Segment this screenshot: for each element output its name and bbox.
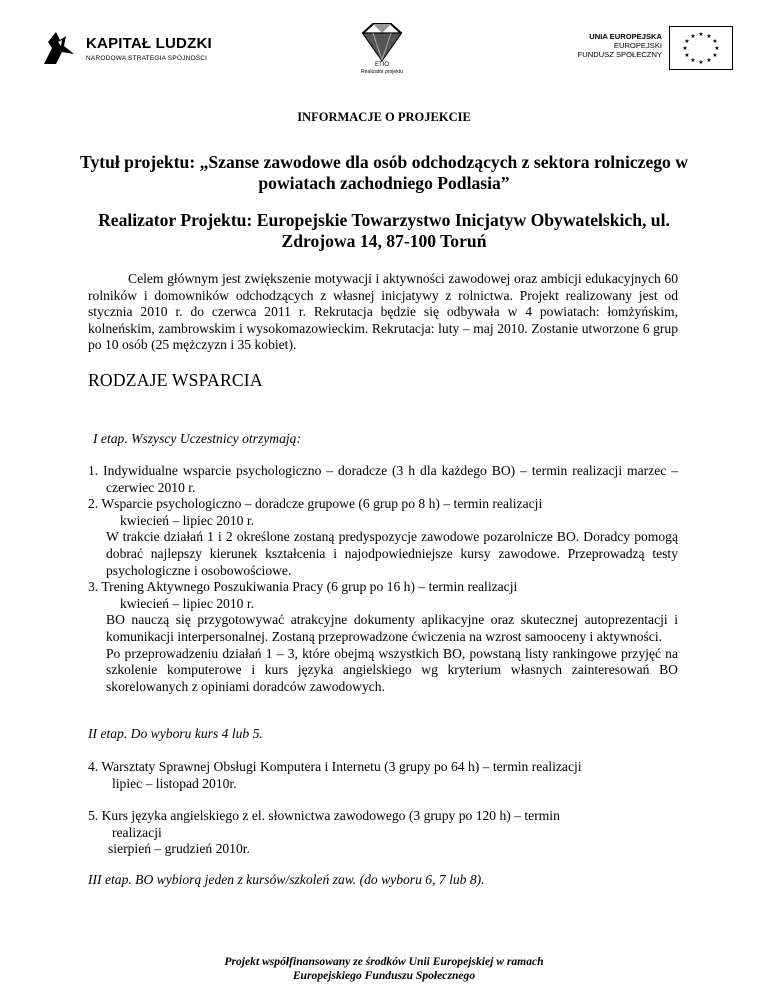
eu-line-1: UNIA EUROPEJSKA [589, 32, 662, 41]
stage-2-label: II etap. Do wyboru kurs 4 lub 5. [88, 726, 263, 741]
svg-text:★: ★ [682, 45, 688, 52]
svg-text:★: ★ [712, 52, 718, 59]
eu-line-3: FUNDUSZ SPOŁECZNY [577, 50, 662, 59]
eu-flag-icon [669, 26, 733, 70]
project-realizator: Realizator Projektu: Europejskie Towarzystwo Inicjatyw Obywatelskich, ul. Zdrojowa 14, 87-100 Toruń [98, 210, 670, 251]
list-item-5-date: sierpień – grudzień 2010r. [108, 841, 250, 857]
kapital-ludzki-emblem-icon [40, 28, 80, 68]
eu-logo [546, 22, 736, 80]
stage-2-list-5 [88, 808, 678, 858]
stage-2-list-4 [88, 759, 678, 792]
list-item-2-desc: W trakcie działań 1 i 2 określone zostaną predyspozycje zawodowe pozarolnicze BO. Doradcy pomogą dobrać najlepszy kierunek kształcenia i najodpowiedniejsze kursy zawodowe. Przeprowadzą testy psychologiczne i osobowościowe. [106, 529, 678, 578]
stage-1-label: I etap. Wszyscy Uczestnicy otrzymają: [93, 431, 302, 446]
diamond-icon [361, 22, 403, 62]
svg-text:★: ★ [684, 52, 690, 59]
list-item-3-date: kwiecień – lipiec 2010 r. [120, 595, 255, 611]
intro-paragraph [88, 271, 678, 354]
kapital-ludzki-title: KAPITAŁ LUDZKI [86, 35, 212, 52]
footer-line-1: Projekt współfinansowany ze środków Unii Europejskiej w ramach [224, 955, 544, 968]
svg-text:★: ★ [690, 33, 696, 40]
list-item-5: 5. Kurs języka angielskiego z el. słownictwa zawodowego (3 grupy po 120 h) – termin [88, 808, 560, 823]
kapital-ludzki-subtitle: NARODOWA STRATEGIA SPÓJNOŚCI [86, 55, 208, 62]
list-item-2-date: kwiecień – lipiec 2010 r. [120, 512, 255, 528]
svg-text:★: ★ [698, 59, 704, 66]
etio-logo [342, 22, 422, 84]
list-item-4-date: lipiec – listopad 2010r. [112, 775, 237, 791]
etio-subtitle: Realizator projektu [361, 69, 403, 75]
kapital-ludzki-logo [40, 28, 250, 68]
project-title: Tytuł projektu: „Szanse zawodowe dla osób odchodzących z sektora rolniczego w powiatach zachodniego Podlasia” [80, 152, 688, 193]
list-item-3: 3. Trening Aktywnego Poszukiwania Pracy (6 grup po 16 h) – termin realizacji [88, 579, 518, 595]
svg-text:★: ★ [706, 33, 712, 40]
stage-3-label: III etap. BO wybiorą jeden z kursów/szkoleń zaw. (do wyboru 6, 7 lub 8). [88, 872, 485, 887]
stage-1-list [88, 463, 678, 695]
list-item-4: 4. Warsztaty Sprawnej Obsługi Komputera i Internetu (3 grupy po 64 h) – termin realizacji [88, 759, 582, 774]
svg-text:★: ★ [706, 57, 712, 64]
eu-line-2: EUROPEJSKI [613, 41, 662, 50]
svg-text:★: ★ [690, 57, 696, 64]
svg-text:★: ★ [712, 38, 718, 45]
footer [0, 955, 768, 983]
list-item-3-desc-2: Po przeprowadzeniu działań 1 – 3, które obejmą wszystkich BO, powstaną listy rankingowe przyjęć na szkolenie komputerowe i kurs języka angielskiego wg kryterium własnych zainteresowań BO skorelowanych z opiniami doradców zawodowych. [106, 645, 678, 694]
svg-text:★: ★ [698, 31, 704, 38]
footer-line-2: Europejskiego Funduszu Społecznego [292, 969, 476, 982]
list-item-1: 1. Indywidualne wsparcie psychologiczno – doradcze (3 h dla każdego BO) – termin realizacji marzec – czerwiec 2010 r. [88, 463, 678, 495]
svg-text:★: ★ [714, 45, 720, 52]
svg-text:★: ★ [684, 38, 690, 45]
eu-text [546, 32, 662, 59]
etio-name: ETIO [374, 62, 389, 68]
intro-text: Celem głównym jest zwiększenie motywacji i aktywności zawodowej oraz ambicji edukacyjnych 60 rolników i domowników odchodzących z własnej inicjatywy z rolnictwa. Projekt realizowany jest od stycznia 2010 r. do czerwca 2011 r. Rekrutacja będzie się odbywała w 4 powiatach: łomżyńskim, kolneńskim, zambrowskim i wysokomazowieckim. Rekrutacja: luty – maj 2010. Zostanie utworzone 6 grup po 10 osób (25 mężczyzn i 35 kobiet). [88, 271, 678, 353]
section-heading: INFORMACJE O PROJEKCIE [297, 110, 471, 124]
list-item-3-desc: BO nauczą się przygotowywać atrakcyjne dokumenty aplikacyjne oraz skutecznej autoprezentacji i komunikacji interpersonalnej. Zostaną przeprowadzone ćwiczenia na wzrost samooceny i aktywności. [106, 612, 678, 644]
list-item-2: 2. Wsparcie psychologiczno – doradcze grupowe (6 grup po 8 h) – termin realizacji [88, 496, 543, 512]
list-item-5-b: realizacji [112, 824, 162, 840]
support-heading: RODZAJE WSPARCIA [88, 370, 263, 390]
